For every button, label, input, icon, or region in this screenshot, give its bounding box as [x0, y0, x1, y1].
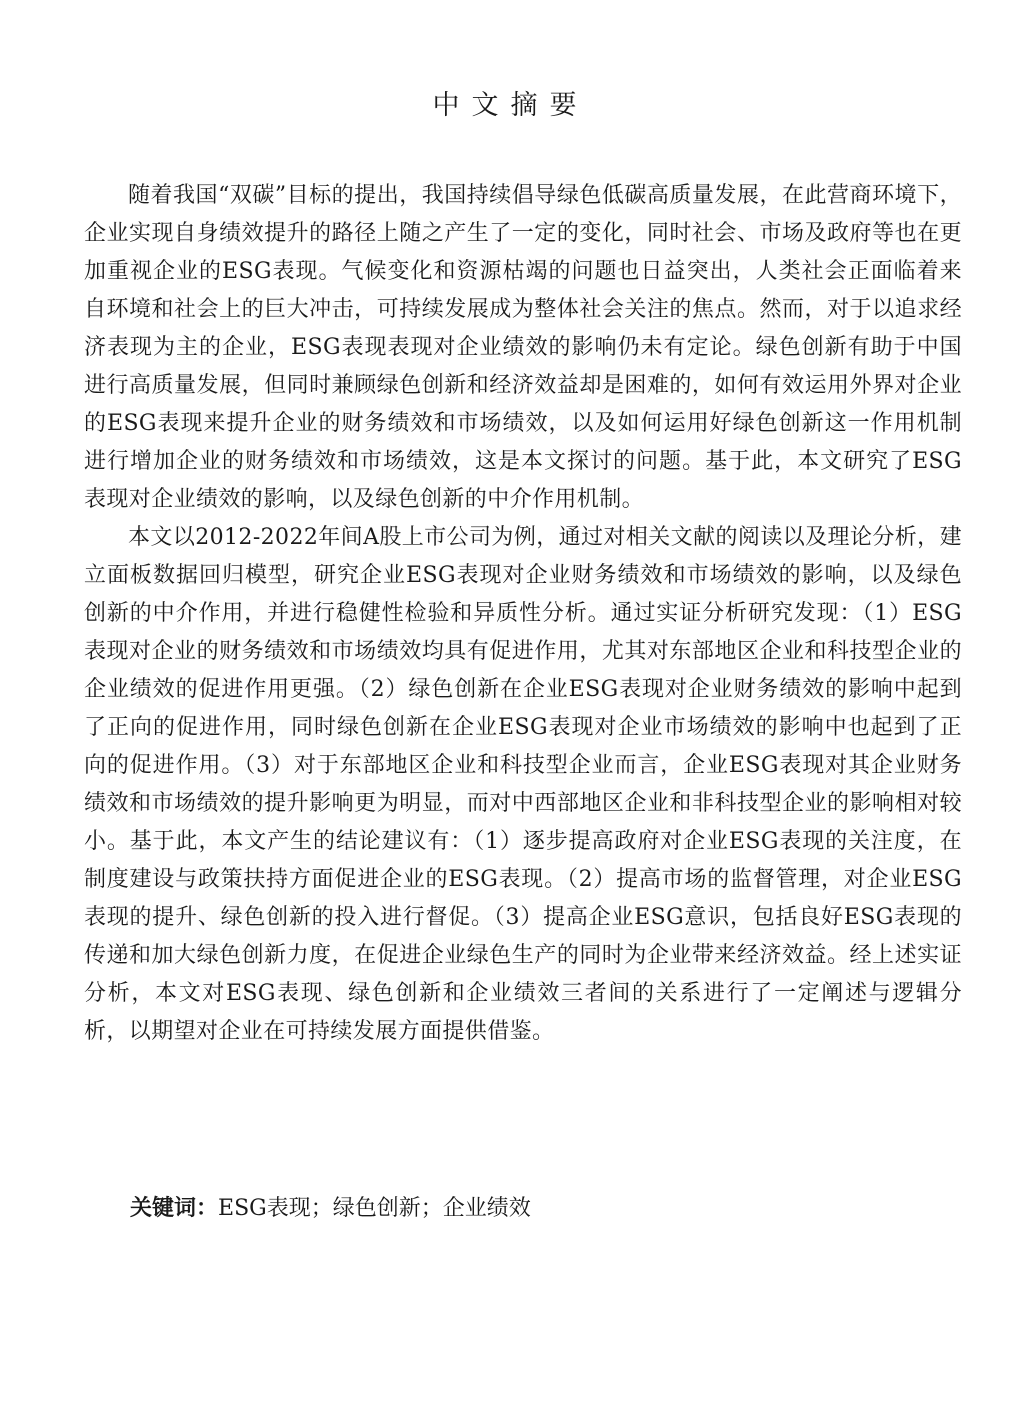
- abstract-body: [84, 177, 962, 1051]
- keywords-label: 关键词：: [130, 1196, 219, 1221]
- abstract-paragraph-1: 随着我国“双碳”目标的提出，我国持续倡导绿色低碳高质量发展，在此营商环境下，企业实现自身绩效提升的路径上随之产生了一定的变化，同时社会、市场及政府等也在更加重视企业的ESG表现。气候变化和资源枯竭的问题也日益突出，人类社会正面临着来自环境和社会上的巨大冲击，可持续发展成为整体社会关注的焦点。然而，对于以追求经济表现为主的企业，ESG表现表现对企业绩效的影响仍未有定论。绿色创新有助于中国进行高质量发展，但同时兼顾绿色创新和经济效益却是困难的，如何有效运用外界对企业的ESG表现来提升企业的财务绩效和市场绩效，以及如何运用好绿色创新这一作用机制进行增加企业的财务绩效和市场绩效，这是本文探讨的问题。基于此，本文研究了ESG表现对企业绩效的影响，以及绿色创新的中介作用机制。: [84, 183, 962, 512]
- abstract-paragraph-2: 本文以2012-2022年间A股上市公司为例，通过对相关文献的阅读以及理论分析，建立面板数据回归模型，研究企业ESG表现对企业财务绩效和市场绩效的影响，以及绿色创新的中介作用，并进行稳健性检验和异质性分析。通过实证分析研究发现：（1）ESG表现对企业的财务绩效和市场绩效均具有促进作用，尤其对东部地区企业和科技型企业的企业绩效的促进作用更强。（2）绿色创新在企业ESG表现对企业财务绩效的影响中起到了正向的促进作用，同时绿色创新在企业ESG表现对企业市场绩效的影响中也起到了正向的促进作用。（3）对于东部地区企业和科技型企业而言，企业ESG表现对其企业财务绩效和市场绩效的提升影响更为明显，而对中西部地区企业和非科技型企业的影响相对较小。基于此，本文产生的结论建议有：（1）逐步提高政府对企业ESG表现的关注度，在制度建设与政策扶持方面促进企业的ESG表现。（2）提高市场的监督管理，对企业ESG表现的提升、绿色创新的投入进行督促。（3）提高企业ESG意识，包括良好ESG表现的传递和加大绿色创新力度，在促进企业绿色生产的同时为企业带来经济效益。经上述实证分析，本文对ESG表现、绿色创新和企业绩效三者间的关系进行了一定阐述与逻辑分析，以期望对企业在可持续发展方面提供借鉴。: [84, 525, 962, 1044]
- abstract-title: 中文摘要: [432, 90, 589, 121]
- keywords-text: ESG表现；绿色创新；企业绩效: [218, 1196, 531, 1221]
- keywords-line: [130, 1190, 531, 1228]
